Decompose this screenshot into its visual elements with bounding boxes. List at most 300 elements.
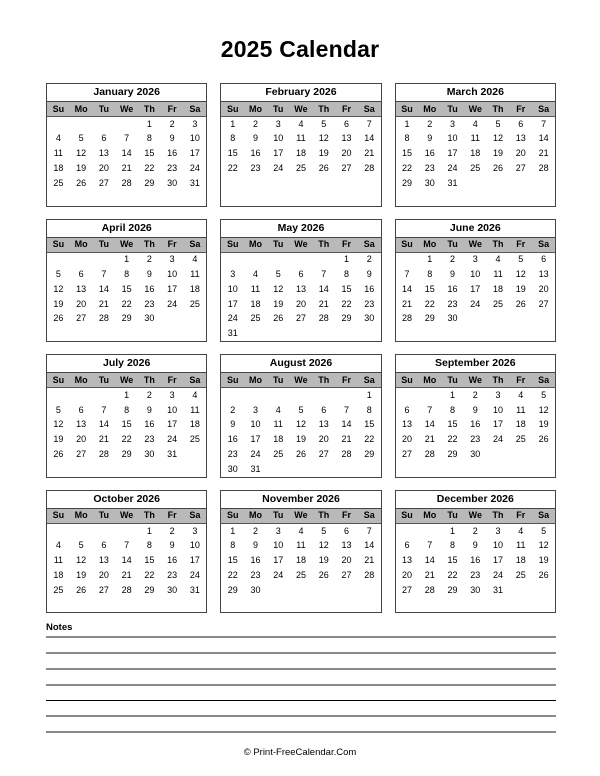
day-cell[interactable]: 6 xyxy=(518,118,524,129)
day-cell[interactable]: 12 xyxy=(318,133,329,144)
day-cell[interactable]: 14 xyxy=(121,148,132,159)
day-cell[interactable]: 28 xyxy=(424,449,435,460)
day-cell[interactable]: 2 xyxy=(427,118,433,129)
day-cell[interactable]: 24 xyxy=(273,163,284,174)
day-cell[interactable]: 4 xyxy=(252,269,258,280)
day-cell[interactable]: 8 xyxy=(450,404,456,415)
day-cell[interactable]: 10 xyxy=(447,133,458,144)
day-cell[interactable]: 3 xyxy=(275,118,281,129)
day-cell[interactable]: 25 xyxy=(493,298,504,309)
day-cell[interactable]: 1 xyxy=(230,525,236,536)
day-cell[interactable]: 26 xyxy=(515,298,526,309)
day-cell[interactable]: 22 xyxy=(341,298,352,309)
day-cell[interactable]: 4 xyxy=(275,404,281,415)
day-cell[interactable]: 5 xyxy=(78,133,84,144)
day-cell[interactable]: 5 xyxy=(495,118,501,129)
day-cell[interactable]: 12 xyxy=(295,419,306,430)
day-cell[interactable]: 6 xyxy=(404,404,410,415)
day-cell[interactable]: 27 xyxy=(515,163,526,174)
day-cell[interactable]: 20 xyxy=(295,298,306,309)
day-cell[interactable]: 14 xyxy=(538,133,549,144)
day-cell[interactable]: 29 xyxy=(144,177,155,188)
day-cell[interactable]: 28 xyxy=(538,163,549,174)
day-cell[interactable]: 4 xyxy=(518,525,524,536)
day-cell[interactable]: 15 xyxy=(447,555,458,566)
day-cell[interactable]: 15 xyxy=(402,148,413,159)
day-cell[interactable]: 21 xyxy=(121,163,132,174)
day-cell[interactable]: 27 xyxy=(318,449,329,460)
day-cell[interactable]: 10 xyxy=(250,419,261,430)
day-cell[interactable]: 21 xyxy=(364,555,375,566)
day-cell[interactable]: 17 xyxy=(189,148,200,159)
day-cell[interactable]: 24 xyxy=(470,298,481,309)
day-cell[interactable]: 10 xyxy=(273,540,284,551)
day-cell[interactable]: 28 xyxy=(121,177,132,188)
day-cell[interactable]: 13 xyxy=(538,269,549,280)
day-cell[interactable]: 1 xyxy=(427,254,433,265)
day-cell[interactable]: 14 xyxy=(98,283,109,294)
day-cell[interactable]: 3 xyxy=(192,525,198,536)
day-cell[interactable]: 30 xyxy=(470,449,481,460)
day-cell[interactable]: 5 xyxy=(541,389,547,400)
day-cell[interactable]: 4 xyxy=(192,389,198,400)
day-cell[interactable]: 20 xyxy=(98,569,109,580)
day-cell[interactable]: 22 xyxy=(364,434,375,445)
day-cell[interactable]: 28 xyxy=(98,313,109,324)
day-cell[interactable]: 1 xyxy=(450,525,456,536)
day-cell[interactable]: 10 xyxy=(167,404,178,415)
day-cell[interactable]: 23 xyxy=(250,569,261,580)
day-cell[interactable]: 31 xyxy=(227,328,238,339)
day-cell[interactable]: 6 xyxy=(298,269,304,280)
day-cell[interactable]: 11 xyxy=(190,269,200,280)
day-cell[interactable]: 22 xyxy=(227,569,238,580)
day-cell[interactable]: 13 xyxy=(98,148,109,159)
day-cell[interactable]: 6 xyxy=(78,404,84,415)
day-cell[interactable]: 3 xyxy=(252,404,258,415)
day-cell[interactable]: 21 xyxy=(318,298,329,309)
day-cell[interactable]: 12 xyxy=(273,283,284,294)
day-cell[interactable]: 27 xyxy=(402,584,413,595)
day-cell[interactable]: 26 xyxy=(538,434,549,445)
day-cell[interactable]: 26 xyxy=(53,449,64,460)
day-cell[interactable]: 26 xyxy=(76,584,87,595)
day-cell[interactable]: 19 xyxy=(53,434,64,445)
day-cell[interactable]: 11 xyxy=(296,540,306,551)
day-cell[interactable]: 2 xyxy=(146,254,152,265)
day-cell[interactable]: 3 xyxy=(275,525,281,536)
day-cell[interactable]: 7 xyxy=(101,404,107,415)
day-cell[interactable]: 6 xyxy=(343,525,349,536)
day-cell[interactable]: 6 xyxy=(343,118,349,129)
day-cell[interactable]: 30 xyxy=(144,313,155,324)
day-cell[interactable]: 11 xyxy=(273,419,283,430)
day-cell[interactable]: 9 xyxy=(146,269,152,280)
day-cell[interactable]: 4 xyxy=(472,118,478,129)
day-cell[interactable]: 22 xyxy=(227,163,238,174)
day-cell[interactable]: 10 xyxy=(470,269,481,280)
day-cell[interactable]: 6 xyxy=(541,254,547,265)
day-cell[interactable]: 7 xyxy=(427,404,433,415)
day-cell[interactable]: 21 xyxy=(121,569,132,580)
day-cell[interactable]: 20 xyxy=(341,555,352,566)
day-cell[interactable]: 11 xyxy=(53,555,64,566)
day-cell[interactable]: 9 xyxy=(450,269,456,280)
day-cell[interactable]: 20 xyxy=(515,148,526,159)
day-cell[interactable]: 20 xyxy=(538,283,549,294)
day-cell[interactable]: 26 xyxy=(53,313,64,324)
day-cell[interactable]: 28 xyxy=(121,584,132,595)
day-cell[interactable]: 7 xyxy=(366,118,372,129)
day-cell[interactable]: 3 xyxy=(472,254,478,265)
day-cell[interactable]: 13 xyxy=(76,283,87,294)
day-cell[interactable]: 8 xyxy=(146,133,152,144)
day-cell[interactable]: 13 xyxy=(402,555,413,566)
day-cell[interactable]: 3 xyxy=(230,269,236,280)
day-cell[interactable]: 24 xyxy=(250,449,261,460)
day-cell[interactable]: 15 xyxy=(364,419,375,430)
day-cell[interactable]: 26 xyxy=(493,163,504,174)
day-cell[interactable]: 23 xyxy=(167,163,178,174)
day-cell[interactable]: 24 xyxy=(189,569,200,580)
day-cell[interactable]: 18 xyxy=(493,283,504,294)
day-cell[interactable]: 10 xyxy=(273,133,284,144)
day-cell[interactable]: 14 xyxy=(121,555,132,566)
day-cell[interactable]: 20 xyxy=(76,434,87,445)
day-cell[interactable]: 2 xyxy=(169,118,175,129)
day-cell[interactable]: 21 xyxy=(364,148,375,159)
day-cell[interactable]: 16 xyxy=(424,148,435,159)
day-cell[interactable]: 13 xyxy=(341,540,352,551)
day-cell[interactable]: 8 xyxy=(146,540,152,551)
day-cell[interactable]: 26 xyxy=(295,449,306,460)
day-cell[interactable]: 18 xyxy=(53,163,64,174)
day-cell[interactable]: 21 xyxy=(424,569,435,580)
day-cell[interactable]: 23 xyxy=(144,298,155,309)
day-cell[interactable]: 2 xyxy=(252,118,258,129)
day-cell[interactable]: 16 xyxy=(470,419,481,430)
day-cell[interactable]: 1 xyxy=(450,389,456,400)
note-line[interactable] xyxy=(46,636,556,638)
day-cell[interactable]: 4 xyxy=(298,525,304,536)
day-cell[interactable]: 12 xyxy=(53,419,64,430)
day-cell[interactable]: 25 xyxy=(295,163,306,174)
day-cell[interactable]: 17 xyxy=(273,148,284,159)
day-cell[interactable]: 3 xyxy=(450,118,456,129)
day-cell[interactable]: 16 xyxy=(250,148,261,159)
day-cell[interactable]: 1 xyxy=(124,254,130,265)
day-cell[interactable]: 26 xyxy=(538,569,549,580)
day-cell[interactable]: 19 xyxy=(53,298,64,309)
day-cell[interactable]: 14 xyxy=(402,283,413,294)
day-cell[interactable]: 8 xyxy=(404,133,410,144)
day-cell[interactable]: 26 xyxy=(76,177,87,188)
day-cell[interactable]: 4 xyxy=(495,254,501,265)
day-cell[interactable]: 7 xyxy=(343,404,349,415)
day-cell[interactable]: 6 xyxy=(404,540,410,551)
day-cell[interactable]: 21 xyxy=(98,434,109,445)
day-cell[interactable]: 13 xyxy=(295,283,306,294)
day-cell[interactable]: 22 xyxy=(424,298,435,309)
day-cell[interactable]: 22 xyxy=(121,298,132,309)
day-cell[interactable]: 16 xyxy=(167,148,178,159)
day-cell[interactable]: 12 xyxy=(515,269,526,280)
day-cell[interactable]: 5 xyxy=(518,254,524,265)
day-cell[interactable]: 29 xyxy=(227,584,238,595)
day-cell[interactable]: 18 xyxy=(189,283,200,294)
day-cell[interactable]: 2 xyxy=(169,525,175,536)
day-cell[interactable]: 8 xyxy=(427,269,433,280)
day-cell[interactable]: 27 xyxy=(538,298,549,309)
day-cell[interactable]: 28 xyxy=(98,449,109,460)
day-cell[interactable]: 5 xyxy=(298,404,304,415)
day-cell[interactable]: 17 xyxy=(447,148,458,159)
day-cell[interactable]: 7 xyxy=(124,133,130,144)
day-cell[interactable]: 10 xyxy=(493,404,504,415)
day-cell[interactable]: 20 xyxy=(318,434,329,445)
day-cell[interactable]: 19 xyxy=(318,555,329,566)
day-cell[interactable]: 27 xyxy=(76,313,87,324)
day-cell[interactable]: 13 xyxy=(515,133,526,144)
day-cell[interactable]: 31 xyxy=(250,463,261,474)
day-cell[interactable]: 18 xyxy=(250,298,261,309)
day-cell[interactable]: 25 xyxy=(250,313,261,324)
day-cell[interactable]: 27 xyxy=(402,449,413,460)
day-cell[interactable]: 15 xyxy=(144,148,155,159)
day-cell[interactable]: 10 xyxy=(493,540,504,551)
day-cell[interactable]: 29 xyxy=(364,449,375,460)
day-cell[interactable]: 11 xyxy=(516,540,526,551)
day-cell[interactable]: 5 xyxy=(55,404,61,415)
day-cell[interactable]: 27 xyxy=(76,449,87,460)
day-cell[interactable]: 25 xyxy=(470,163,481,174)
day-cell[interactable]: 14 xyxy=(341,419,352,430)
day-cell[interactable]: 25 xyxy=(295,569,306,580)
day-cell[interactable]: 16 xyxy=(144,283,155,294)
day-cell[interactable]: 5 xyxy=(275,269,281,280)
day-cell[interactable]: 18 xyxy=(470,148,481,159)
day-cell[interactable]: 24 xyxy=(167,434,178,445)
day-cell[interactable]: 23 xyxy=(470,569,481,580)
day-cell[interactable]: 27 xyxy=(341,163,352,174)
day-cell[interactable]: 7 xyxy=(101,269,107,280)
day-cell[interactable]: 10 xyxy=(189,540,200,551)
day-cell[interactable]: 23 xyxy=(470,434,481,445)
day-cell[interactable]: 27 xyxy=(295,313,306,324)
day-cell[interactable]: 5 xyxy=(541,525,547,536)
day-cell[interactable]: 27 xyxy=(341,569,352,580)
day-cell[interactable]: 18 xyxy=(515,419,526,430)
day-cell[interactable]: 22 xyxy=(447,434,458,445)
day-cell[interactable]: 8 xyxy=(230,133,236,144)
day-cell[interactable]: 1 xyxy=(404,118,410,129)
day-cell[interactable]: 23 xyxy=(424,163,435,174)
day-cell[interactable]: 5 xyxy=(55,269,61,280)
day-cell[interactable]: 18 xyxy=(273,434,284,445)
day-cell[interactable]: 25 xyxy=(515,434,526,445)
day-cell[interactable]: 23 xyxy=(250,163,261,174)
day-cell[interactable]: 3 xyxy=(169,389,175,400)
day-cell[interactable]: 23 xyxy=(144,434,155,445)
day-cell[interactable]: 6 xyxy=(101,540,107,551)
day-cell[interactable]: 29 xyxy=(447,584,458,595)
day-cell[interactable]: 30 xyxy=(470,584,481,595)
day-cell[interactable]: 29 xyxy=(424,313,435,324)
day-cell[interactable]: 12 xyxy=(318,540,329,551)
day-cell[interactable]: 20 xyxy=(402,434,413,445)
day-cell[interactable]: 9 xyxy=(427,133,433,144)
day-cell[interactable]: 9 xyxy=(230,419,236,430)
day-cell[interactable]: 31 xyxy=(447,177,458,188)
day-cell[interactable]: 1 xyxy=(230,118,236,129)
day-cell[interactable]: 26 xyxy=(318,163,329,174)
day-cell[interactable]: 17 xyxy=(470,283,481,294)
day-cell[interactable]: 28 xyxy=(341,449,352,460)
day-cell[interactable]: 12 xyxy=(493,133,504,144)
day-cell[interactable]: 4 xyxy=(192,254,198,265)
day-cell[interactable]: 11 xyxy=(470,133,480,144)
day-cell[interactable]: 3 xyxy=(192,118,198,129)
day-cell[interactable]: 18 xyxy=(53,569,64,580)
day-cell[interactable]: 13 xyxy=(341,133,352,144)
day-cell[interactable]: 17 xyxy=(167,419,178,430)
day-cell[interactable]: 7 xyxy=(541,118,547,129)
day-cell[interactable]: 15 xyxy=(227,555,238,566)
day-cell[interactable]: 10 xyxy=(167,269,178,280)
day-cell[interactable]: 15 xyxy=(341,283,352,294)
day-cell[interactable]: 9 xyxy=(169,540,175,551)
day-cell[interactable]: 30 xyxy=(167,584,178,595)
day-cell[interactable]: 25 xyxy=(53,584,64,595)
day-cell[interactable]: 12 xyxy=(538,540,549,551)
day-cell[interactable]: 24 xyxy=(447,163,458,174)
day-cell[interactable]: 4 xyxy=(298,118,304,129)
note-line[interactable] xyxy=(46,700,556,702)
day-cell[interactable]: 1 xyxy=(146,525,152,536)
day-cell[interactable]: 22 xyxy=(447,569,458,580)
day-cell[interactable]: 11 xyxy=(250,283,261,294)
day-cell[interactable]: 25 xyxy=(53,177,64,188)
day-cell[interactable]: 31 xyxy=(189,584,200,595)
day-cell[interactable]: 7 xyxy=(427,540,433,551)
day-cell[interactable]: 14 xyxy=(364,540,375,551)
day-cell[interactable]: 2 xyxy=(450,254,456,265)
day-cell[interactable]: 9 xyxy=(366,269,372,280)
day-cell[interactable]: 29 xyxy=(121,313,132,324)
day-cell[interactable]: 13 xyxy=(98,555,109,566)
day-cell[interactable]: 5 xyxy=(78,540,84,551)
day-cell[interactable]: 1 xyxy=(146,118,152,129)
day-cell[interactable]: 14 xyxy=(364,133,375,144)
day-cell[interactable]: 8 xyxy=(124,404,130,415)
day-cell[interactable]: 11 xyxy=(493,269,503,280)
day-cell[interactable]: 27 xyxy=(98,177,109,188)
day-cell[interactable]: 13 xyxy=(402,419,413,430)
day-cell[interactable]: 30 xyxy=(364,313,375,324)
day-cell[interactable]: 11 xyxy=(190,404,200,415)
day-cell[interactable]: 3 xyxy=(495,389,501,400)
day-cell[interactable]: 19 xyxy=(515,283,526,294)
day-cell[interactable]: 28 xyxy=(364,569,375,580)
day-cell[interactable]: 16 xyxy=(144,419,155,430)
day-cell[interactable]: 21 xyxy=(341,434,352,445)
day-cell[interactable]: 9 xyxy=(146,404,152,415)
day-cell[interactable]: 14 xyxy=(98,419,109,430)
day-cell[interactable]: 6 xyxy=(321,404,327,415)
day-cell[interactable]: 24 xyxy=(227,313,238,324)
day-cell[interactable]: 19 xyxy=(76,569,87,580)
day-cell[interactable]: 8 xyxy=(343,269,349,280)
day-cell[interactable]: 16 xyxy=(167,555,178,566)
day-cell[interactable]: 17 xyxy=(493,555,504,566)
day-cell[interactable]: 15 xyxy=(121,419,132,430)
day-cell[interactable]: 2 xyxy=(366,254,372,265)
day-cell[interactable]: 9 xyxy=(252,540,258,551)
day-cell[interactable]: 20 xyxy=(98,163,109,174)
day-cell[interactable]: 16 xyxy=(227,434,238,445)
day-cell[interactable]: 8 xyxy=(230,540,236,551)
day-cell[interactable]: 28 xyxy=(318,313,329,324)
day-cell[interactable]: 18 xyxy=(189,419,200,430)
day-cell[interactable]: 29 xyxy=(144,584,155,595)
day-cell[interactable]: 25 xyxy=(273,449,284,460)
day-cell[interactable]: 3 xyxy=(495,525,501,536)
day-cell[interactable]: 16 xyxy=(447,283,458,294)
note-line[interactable] xyxy=(46,652,556,654)
day-cell[interactable]: 13 xyxy=(318,419,329,430)
day-cell[interactable]: 31 xyxy=(189,177,200,188)
day-cell[interactable]: 18 xyxy=(515,555,526,566)
day-cell[interactable]: 17 xyxy=(167,283,178,294)
day-cell[interactable]: 12 xyxy=(538,404,549,415)
day-cell[interactable]: 2 xyxy=(230,404,236,415)
day-cell[interactable]: 25 xyxy=(189,434,200,445)
day-cell[interactable]: 28 xyxy=(364,163,375,174)
day-cell[interactable]: 14 xyxy=(424,555,435,566)
day-cell[interactable]: 8 xyxy=(366,404,372,415)
day-cell[interactable]: 12 xyxy=(53,283,64,294)
day-cell[interactable]: 7 xyxy=(124,540,130,551)
day-cell[interactable]: 25 xyxy=(189,298,200,309)
day-cell[interactable]: 24 xyxy=(273,569,284,580)
day-cell[interactable]: 16 xyxy=(364,283,375,294)
day-cell[interactable]: 19 xyxy=(295,434,306,445)
day-cell[interactable]: 30 xyxy=(424,177,435,188)
day-cell[interactable]: 26 xyxy=(273,313,284,324)
day-cell[interactable]: 5 xyxy=(321,118,327,129)
day-cell[interactable]: 19 xyxy=(538,555,549,566)
day-cell[interactable]: 14 xyxy=(424,419,435,430)
day-cell[interactable]: 2 xyxy=(252,525,258,536)
day-cell[interactable]: 17 xyxy=(250,434,261,445)
day-cell[interactable]: 9 xyxy=(252,133,258,144)
day-cell[interactable]: 2 xyxy=(146,389,152,400)
day-cell[interactable]: 9 xyxy=(472,540,478,551)
day-cell[interactable]: 21 xyxy=(424,434,435,445)
day-cell[interactable]: 23 xyxy=(364,298,375,309)
day-cell[interactable]: 17 xyxy=(273,555,284,566)
day-cell[interactable]: 19 xyxy=(493,148,504,159)
day-cell[interactable]: 26 xyxy=(318,569,329,580)
day-cell[interactable]: 30 xyxy=(250,584,261,595)
day-cell[interactable]: 15 xyxy=(144,555,155,566)
day-cell[interactable]: 23 xyxy=(447,298,458,309)
day-cell[interactable]: 30 xyxy=(167,177,178,188)
day-cell[interactable]: 24 xyxy=(189,163,200,174)
day-cell[interactable]: 1 xyxy=(366,389,372,400)
day-cell[interactable]: 24 xyxy=(493,434,504,445)
day-cell[interactable]: 7 xyxy=(321,269,327,280)
